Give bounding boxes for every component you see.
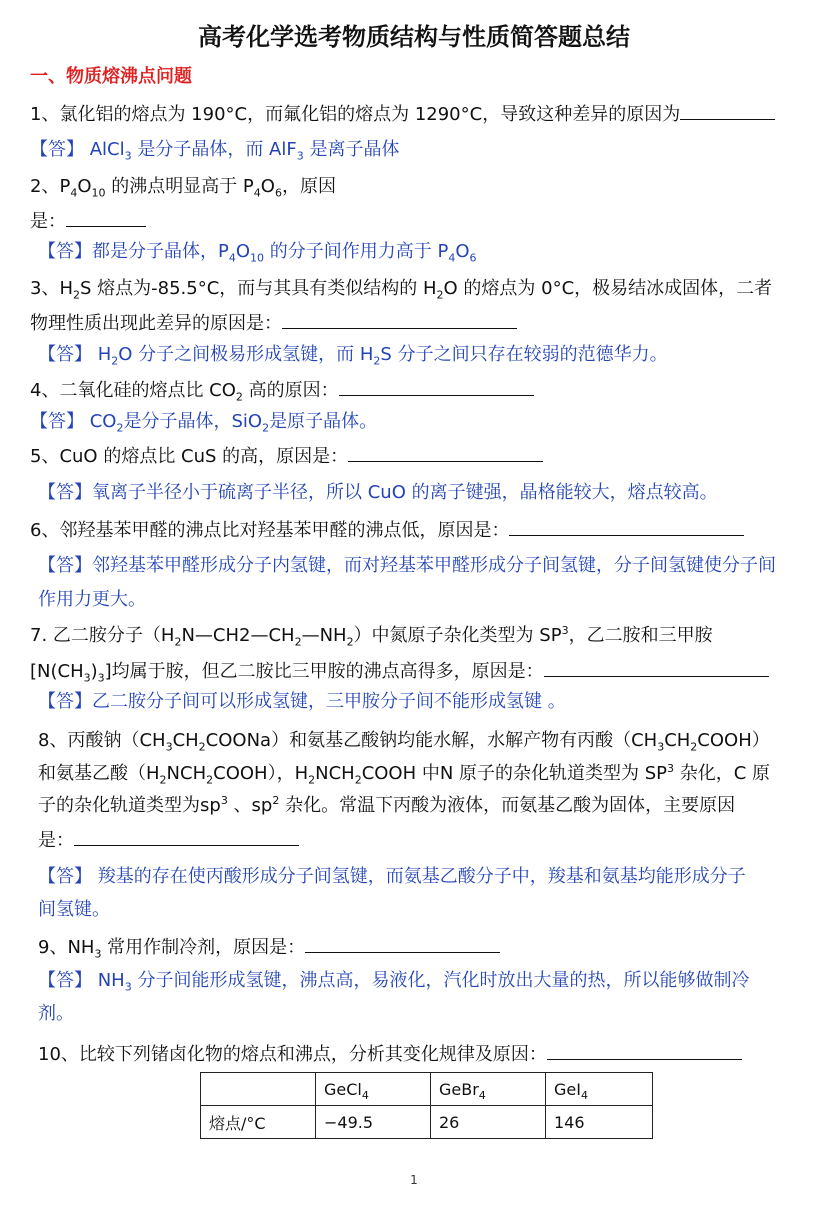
answer-3: 【答】 $H_2O$ 分子之间极易形成氢键，而 $H_2S$ 分子之间只存在较弱的范德华力。 [38, 344, 668, 368]
answer-5: 【答】氧离子半径小于硫离子半径，所以 CuO 的离子键强，晶格能较大，熔点较高。 [38, 482, 718, 503]
question-3-line2: 物理性质出现此差异的原因是： [30, 311, 517, 335]
table-header-cell: GeI$_4$ [546, 1073, 653, 1106]
answer-6-line2: 作用力更大。 [38, 589, 146, 610]
table-header-cell: GeCl$_4$ [316, 1073, 431, 1106]
question-6: 6、邻羟基苯甲醛的沸点比对羟基苯甲醛的沸点低，原因是： [30, 518, 744, 542]
question-3: 3、$H_2S$ 熔点为-85.5°C，而与其具有类似结构的 $H_2O$ 的熔点为 0°C，极易结冰成固体，二者 [30, 278, 773, 302]
table-header-cell [201, 1073, 316, 1106]
question-5: 5、CuO 的熔点比 CuS 的高，原因是： [30, 444, 543, 468]
question-8: 8、丙酸钠$(CH_3CH_2COONa)$和氨基乙酸钠均能水解，水解产物有丙酸$(CH_3CH_2COOH)$ [38, 730, 770, 754]
section-heading: 一、物质熔沸点问题 [30, 66, 192, 87]
table-cell: 26 [431, 1106, 546, 1139]
page-title: 高考化学选考物质结构与性质简答题总结 [198, 23, 630, 51]
answer-8-line2: 间氢键。 [38, 899, 110, 920]
question-9: 9、$NH_3$ 常用作制冷剂，原因是： [38, 935, 500, 959]
question-10: 10、比较下列锗卤化物的熔点和沸点，分析其变化规律及原因： [38, 1042, 742, 1066]
table-row [201, 1106, 653, 1139]
table-cell: 146 [546, 1106, 653, 1139]
table-row-label: 熔点/°C [201, 1106, 316, 1139]
table-header-row [201, 1073, 653, 1106]
answer-2: 【答】都是分子晶体，$P_4O_{10}$ 的分子间作用力高于 $P_4O_6$ [38, 241, 477, 265]
answer-7: 【答】乙二胺分子间可以形成氢键，三甲胺分子间不能形成氢键 。 [38, 691, 566, 712]
question-8-line2: 和氨基乙酸$(H_2NCH_2COOH)$，$H_2NCH_2COOH$ 中N 原子的杂化轨道类型为 $SP^3$ 杂化，C 原 [38, 762, 771, 787]
question-7-line2: $[N(CH_3)_3]$均属于胺，但乙二胺比三甲胺的沸点高得多，原因是： [30, 659, 769, 683]
question-8-line4: 是： [38, 828, 299, 852]
question-2-line2: 是： [30, 209, 146, 233]
answer-1: 【答】 AlCl$_3$ 是分子晶体，而 AlF$_3$ 是离子晶体 [30, 139, 400, 163]
page-number: 1 [410, 1173, 418, 1187]
question-2: 2、$P_4O_{10}$ 的沸点明显高于 $P_4O_6$，原因 [30, 176, 336, 200]
question-7: 7. 乙二胺分子$(H_2N—CH2—CH_2—NH_2)$中氮原子杂化类型为 $SP^3$，乙二胺和三甲胺 [30, 624, 713, 649]
answer-9: 【答】 $NH_3$ 分子间能形成氢键，沸点高，易液化，汽化时放出大量的热，所以能够做制冷 [38, 970, 750, 994]
answer-4: 【答】 $CO_2$是分子晶体，SiO$_2$是原子晶体。 [30, 411, 378, 435]
table-cell: −49.5 [316, 1106, 431, 1139]
question-1: 1、氯化铝的熔点为 190°C，而氟化铝的熔点为 1290°C，导致这种差异的原因为 [30, 102, 775, 126]
answer-9-line2: 剂。 [38, 1003, 74, 1024]
question-8-line3: 子的杂化轨道类型为$sp^3$ 、$sp^2$ 杂化。常温下丙酸为液体，而氨基乙酸为固体，主要原因 [38, 794, 736, 816]
question-4: 4、二氧化硅的熔点比 $CO_2$ 高的原因： [30, 378, 534, 402]
table-header-cell: GeBr$_4$ [431, 1073, 546, 1106]
answer-6: 【答】邻羟基苯甲醛形成分子内氢键，而对羟基苯甲醛形成分子间氢键，分子间氢键使分子间 [38, 555, 776, 576]
answer-8: 【答】 羧基的存在使丙酸形成分子间氢键，而氨基乙酸分子中，羧基和氨基均能形成分子 [38, 866, 746, 887]
germanium-halide-table [200, 1072, 653, 1139]
